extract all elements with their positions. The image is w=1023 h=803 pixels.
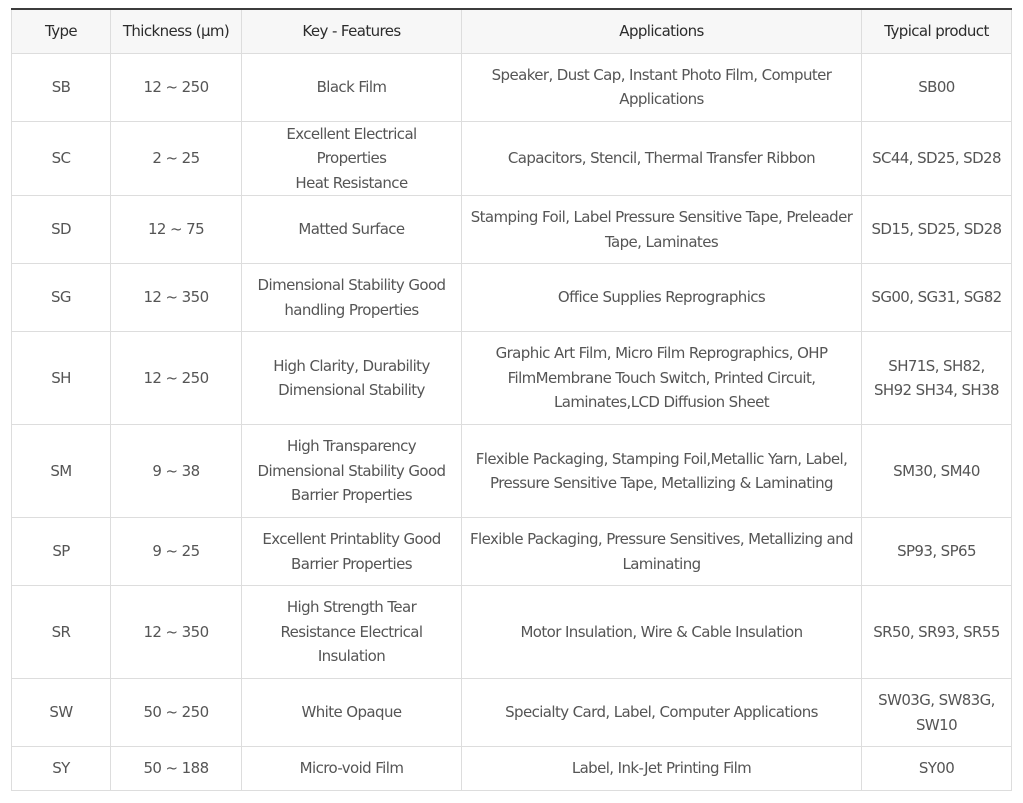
- table-row: [12, 196, 1012, 264]
- cell-product: [862, 425, 1012, 518]
- features-line: Dimensional Stability Good: [257, 276, 446, 294]
- features-line: Dimensional Stability Good: [257, 461, 446, 480]
- applications-line: Flexible Packaging, Pressure Sensitives, Metallizing and: [470, 530, 853, 548]
- cell-applications: [462, 518, 862, 586]
- cell-thickness: 50 ~ 188: [111, 747, 242, 791]
- features-line: Black Film: [316, 77, 387, 96]
- cell-type: SH: [12, 332, 111, 425]
- cell-features: [242, 679, 462, 747]
- features-line: Heat Resistance: [295, 173, 408, 192]
- product-line: SG00, SG31, SG82: [871, 288, 1002, 307]
- product-line: SH92 SH34, SH38: [874, 381, 999, 399]
- features-line: High Transparency: [286, 437, 417, 456]
- features-line: Excellent Printablity Good: [262, 530, 441, 548]
- cell-applications: [462, 264, 862, 332]
- product-line: SC44, SD25, SD28: [872, 149, 1001, 167]
- cell-features: [242, 264, 462, 332]
- cell-type: SG: [12, 264, 111, 332]
- table-row: [12, 747, 1012, 791]
- table-row: [12, 586, 1012, 679]
- table-row: [12, 518, 1012, 586]
- cell-product: [862, 264, 1012, 332]
- cell-thickness: 12 ~ 250: [111, 332, 242, 425]
- cell-applications: [462, 586, 862, 679]
- header-features: Key - Features: [242, 9, 462, 53]
- features-line: Barrier Properties: [291, 554, 412, 573]
- applications-line: Laminating: [622, 554, 701, 573]
- applications-line: Motor Insulation, Wire & Cable Insulation: [520, 622, 803, 641]
- product-line: SH71S, SH82,: [888, 356, 985, 375]
- applications-line: Stamping Foil, Label Pressure Sensitive Tape, Preleader: [470, 208, 853, 226]
- table-row: [12, 121, 1012, 196]
- product-line: SM30, SM40: [893, 461, 980, 480]
- cell-thickness: 12 ~ 350: [111, 586, 242, 679]
- cell-features: [242, 586, 462, 679]
- cell-type: SW: [12, 679, 111, 747]
- applications-line: Tape, Laminates: [604, 232, 719, 251]
- table-row: [12, 679, 1012, 747]
- cell-type: SR: [12, 586, 111, 679]
- features-line: handling Properties: [284, 300, 419, 319]
- product-line: SD15, SD25, SD28: [871, 220, 1002, 239]
- cell-applications: [462, 332, 862, 425]
- cell-applications: [462, 747, 862, 791]
- table-header: [12, 9, 1012, 53]
- cell-product: [862, 518, 1012, 586]
- header-type: Type: [12, 9, 111, 53]
- cell-features: [242, 518, 462, 586]
- cell-features: [242, 747, 462, 791]
- cell-features: [242, 53, 462, 121]
- applications-line: Graphic Art Film, Micro Film Reprographics, OHP: [495, 344, 828, 363]
- features-line: White Opaque: [301, 703, 402, 722]
- cell-product: [862, 679, 1012, 747]
- cell-product: [862, 121, 1012, 196]
- applications-line: Speaker, Dust Cap, Instant Photo Film, Computer: [491, 65, 832, 84]
- header-product: Typical product: [862, 9, 1012, 53]
- applications-line: Office Supplies Reprographics: [557, 288, 766, 307]
- cell-features: [242, 196, 462, 264]
- table-row: [12, 425, 1012, 518]
- product-spec-table: [11, 8, 1012, 791]
- features-line: Matted Surface: [298, 220, 405, 239]
- cell-applications: [462, 53, 862, 121]
- cell-thickness: 9 ~ 38: [111, 425, 242, 518]
- cell-applications: [462, 679, 862, 747]
- applications-line: Capacitors, Stencil, Thermal Transfer Ribbon: [507, 149, 816, 167]
- cell-type: SB: [12, 53, 111, 121]
- features-line: Barrier Properties: [291, 486, 412, 505]
- product-line: SW03G, SW83G,: [878, 691, 995, 709]
- cell-thickness: 9 ~ 25: [111, 518, 242, 586]
- table-row: [12, 332, 1012, 425]
- applications-line: Laminates,LCD Diffusion Sheet: [553, 393, 770, 412]
- header-row: [12, 9, 1012, 53]
- cell-applications: [462, 196, 862, 264]
- cell-type: SY: [12, 747, 111, 791]
- cell-type: SP: [12, 518, 111, 586]
- cell-thickness: 50 ~ 250: [111, 679, 242, 747]
- cell-thickness: 2 ~ 25: [111, 121, 242, 196]
- cell-type: SD: [12, 196, 111, 264]
- cell-product: [862, 196, 1012, 264]
- cell-product: [862, 332, 1012, 425]
- applications-line: Specialty Card, Label, Computer Applications: [505, 703, 818, 722]
- cell-product: [862, 586, 1012, 679]
- cell-type: SM: [12, 425, 111, 518]
- cell-features: [242, 332, 462, 425]
- applications-line: Applications: [619, 90, 704, 108]
- product-line: SB00: [918, 77, 955, 96]
- cell-type: SC: [12, 121, 111, 196]
- features-line: Excellent Electrical Properties: [286, 124, 417, 167]
- header-applications: Applications: [462, 9, 862, 53]
- table-row: [12, 264, 1012, 332]
- product-line: SW10: [915, 715, 958, 734]
- applications-line: FilmMembrane Touch Switch, Printed Circuit,: [507, 368, 816, 387]
- features-line: High Clarity, Durability: [273, 356, 430, 375]
- header-thickness: Thickness (µm): [111, 9, 242, 53]
- applications-line: Label, Ink-Jet Printing Film: [571, 759, 752, 778]
- cell-thickness: 12 ~ 250: [111, 53, 242, 121]
- features-line: Micro-void Film: [299, 759, 404, 778]
- product-line: SR50, SR93, SR55: [873, 622, 1000, 641]
- table-body: [12, 53, 1012, 791]
- cell-features: [242, 425, 462, 518]
- cell-thickness: 12 ~ 350: [111, 264, 242, 332]
- product-table-container: [11, 8, 1011, 791]
- cell-applications: [462, 425, 862, 518]
- table-row: [12, 53, 1012, 121]
- cell-product: [862, 53, 1012, 121]
- features-line: Dimensional Stability: [278, 381, 425, 399]
- product-line: SP93, SP65: [897, 542, 976, 561]
- applications-line: Flexible Packaging, Stamping Foil,Metallic Yarn, Label,: [475, 449, 848, 468]
- features-line: Resistance Electrical: [280, 622, 423, 641]
- product-line: SY00: [918, 759, 955, 778]
- features-line: Insulation: [317, 647, 386, 666]
- cell-applications: [462, 121, 862, 196]
- cell-features: [242, 121, 462, 196]
- cell-thickness: 12 ~ 75: [111, 196, 242, 264]
- cell-product: [862, 747, 1012, 791]
- features-line: High Strength Tear: [286, 598, 417, 617]
- applications-line: Pressure Sensitive Tape, Metallizing & Laminating: [490, 474, 833, 492]
